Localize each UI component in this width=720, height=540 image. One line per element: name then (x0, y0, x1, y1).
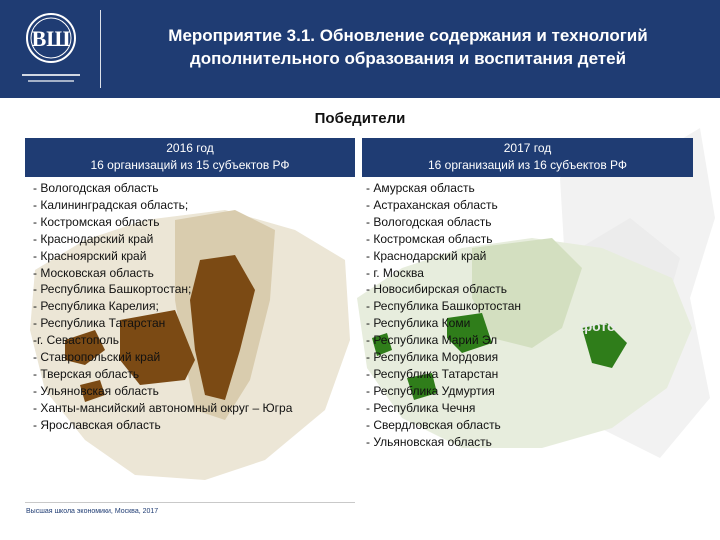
list-item: - Республика Татарстан (33, 316, 166, 331)
list-item: - Московская область (33, 265, 154, 280)
list-item: - Республика Марий Эл (366, 333, 498, 348)
list-item: - Ханты-мансийский автономный округ – Югра (33, 400, 293, 415)
footer-text: Высшая школа экономики, Москва, 2017 (26, 508, 159, 515)
column-count: 16 организаций из 16 субъектов РФ (427, 158, 628, 172)
list-item: - Вологодская область (33, 181, 159, 195)
list-item: -г. Севастополь (33, 333, 120, 348)
list-item: - Республика Чечня (366, 400, 476, 415)
column-header-2016 (25, 138, 355, 177)
list-item: - Ярославская область (33, 417, 161, 432)
footer-divider (25, 502, 355, 503)
list-item: - Калининградская область; (33, 197, 189, 212)
winners-list-2017 (366, 180, 626, 451)
list-item: - Костромская область (33, 214, 160, 229)
list-item: - Республика Карелия; (33, 299, 159, 314)
list-item: - Ставропольский край (33, 350, 161, 365)
list-item: - Новосибирская область (366, 282, 507, 297)
list-item: - Костромская область (366, 231, 493, 246)
list-item: - Краснодарский край (366, 248, 487, 263)
svg-text:ВШ: ВШ (31, 26, 71, 51)
list-item: - Астраханская область (366, 197, 498, 212)
winners-list-2016 (33, 180, 363, 434)
section-heading: Победители (314, 110, 406, 127)
watermark: фото (580, 318, 616, 334)
list-item: - Тверская область (33, 366, 140, 381)
list-item: - Республика Коми (366, 316, 471, 331)
list-item: - Республика Татарстан (366, 366, 499, 381)
header-bar (0, 0, 720, 98)
hse-logo (14, 10, 88, 92)
list-item: - Республика Башкортостан; (33, 282, 192, 297)
column-year: 2016 год (166, 141, 214, 155)
column-header-2017 (362, 138, 693, 177)
list-item: - Республика Мордовия (366, 350, 499, 365)
slide-title: Мероприятие 3.1. Обновление содержания и технологий дополнительного образования и воспитания детей (168, 26, 648, 68)
list-item: - Амурская область (366, 181, 475, 195)
column-year: 2017 год (503, 141, 552, 155)
list-item: - Вологодская область (366, 214, 492, 229)
list-item: - Ульяновская область (366, 434, 492, 449)
list-item: - Красноярский край (33, 248, 147, 263)
header-divider (100, 10, 101, 88)
list-item: - Республика Башкортостан (366, 299, 522, 314)
list-item: - Республика Удмуртия (366, 383, 495, 398)
list-item: - Свердловская область (366, 417, 501, 432)
list-item: - Краснодарский край (33, 231, 154, 246)
column-count: 16 организаций из 15 субъектов РФ (90, 158, 290, 172)
list-item: - Ульяновская область (33, 383, 159, 398)
list-item: - г. Москва (366, 265, 424, 280)
